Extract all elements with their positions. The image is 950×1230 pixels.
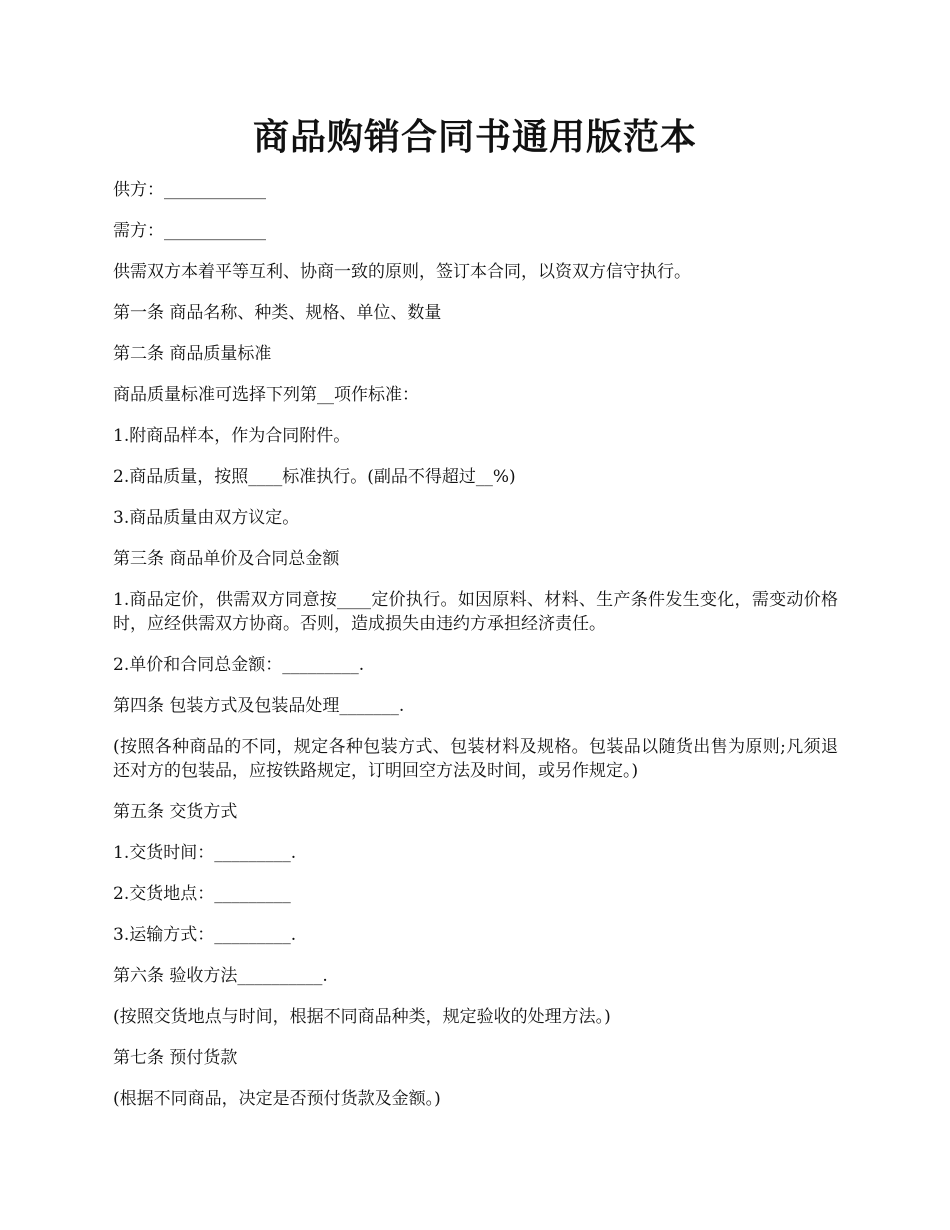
pricing-clause-1: 1.商品定价，供需双方同意按____定价执行。如因原料、材料、生产条件发生变化，需变动价格时，应经供需双方协商。否则，造成损失由违约方承担经济责任。 (113, 590, 838, 634)
packaging-note: (按照各种商品的不同，规定各种包装方式、包装材料及规格。包装品以随货出售为原则;凡须退还对方的包装品，应按铁路规定，订明回空方法及时间，或另作规定。) (113, 737, 838, 781)
buyer-line: 需方：____________ (113, 221, 266, 241)
prepayment-note: (根据不同商品，决定是否预付货款及金额。) (113, 1089, 441, 1109)
article-5-heading: 第五条 交货方式 (113, 802, 238, 822)
document-title: 商品购销合同书通用版范本 (252, 116, 697, 158)
delivery-place: 2.交货地点：_________ (113, 884, 291, 904)
quality-option-3: 3.商品质量由双方议定。 (113, 508, 300, 528)
article-7-heading: 第七条 预付货款 (113, 1048, 238, 1068)
pricing-clause-2: 2.单价和合同总金额：_________. (113, 655, 365, 675)
supplier-line: 供方：____________ (113, 180, 266, 200)
document-body (113, 178, 838, 1128)
article-4-heading: 第四条 包装方式及包装品处理_______. (113, 696, 405, 716)
inspection-note: (按照交货地点与时间，根据不同商品种类，规定验收的处理方法。) (113, 1007, 611, 1027)
article-6-heading: 第六条 验收方法__________. (113, 966, 328, 986)
article-1-heading: 第一条 商品名称、种类、规格、单位、数量 (113, 303, 442, 323)
quality-standard-intro: 商品质量标准可选择下列第__项作标准： (113, 385, 419, 405)
transport-method: 3.运输方式：_________. (113, 925, 297, 945)
article-2-heading: 第二条 商品质量标准 (113, 344, 272, 364)
quality-option-2: 2.商品质量，按照____标准执行。(副品不得超过__%) (113, 467, 516, 487)
delivery-time: 1.交货时间：_________. (113, 843, 297, 863)
preamble-paragraph: 供需双方本着平等互利、协商一致的原则，签订本合同，以资双方信守执行。 (113, 262, 691, 282)
quality-option-1: 1.附商品样本，作为合同附件。 (113, 426, 351, 446)
article-3-heading: 第三条 商品单价及合同总金额 (113, 549, 340, 569)
